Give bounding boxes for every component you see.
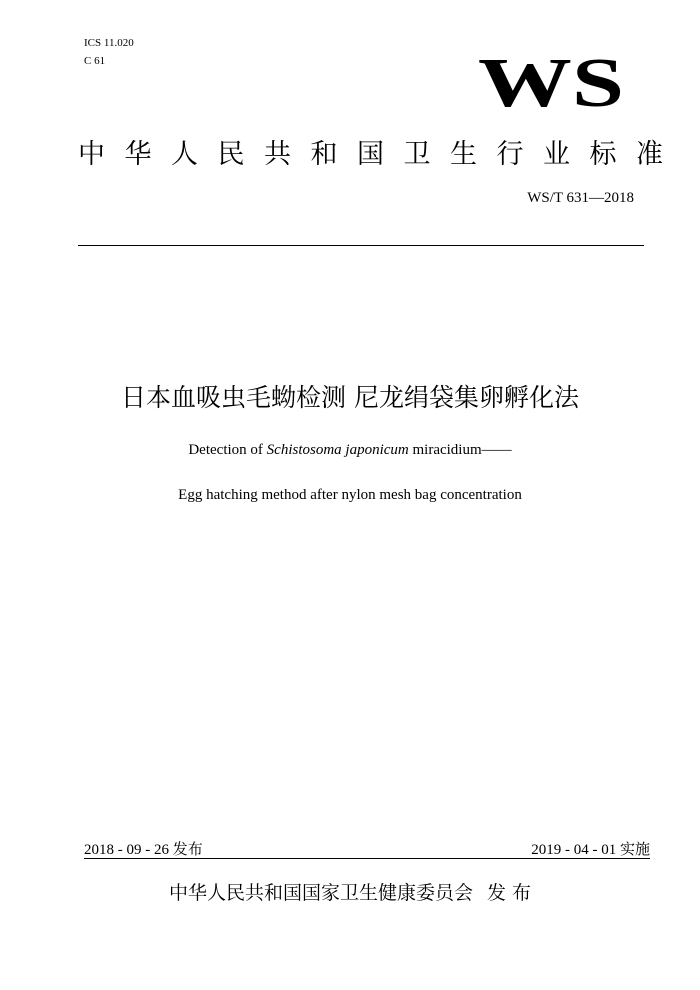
issue-date: 2018 - 09 - 26 [84,842,169,858]
ws-logo [476,52,626,114]
publisher-name: 中华人民共和国国家卫生健康委员会 [168,882,473,904]
standard-category-title: 中华人民共和国卫生行业标准 [78,139,683,170]
title-en-suffix: miracidium—— [408,442,512,458]
implement-date-block [531,838,650,859]
ws-logo-text: WS [478,52,624,114]
title-en-species: Schistosoma japonicum [266,442,409,458]
standard-number: WS/T 631—2018 [527,190,634,206]
publisher-line [0,878,700,905]
title-en-prefix: Detection of [188,442,267,458]
document-title-english-line2: Egg hatching method after nylon mesh bag concentration [178,487,522,503]
ics-code: ICS 11.020 [84,37,134,49]
footer-divider [84,858,650,859]
issue-date-block [84,838,203,859]
implement-date: 2019 - 04 - 01 [531,842,617,858]
header-divider [78,245,644,246]
document-title-chinese: 日本血吸虫毛蚴检测 尼龙绢袋集卵孵化法 [121,383,579,412]
document-title-english-line1 [0,442,700,459]
publish-label: 发 布 [486,882,532,904]
issue-label: 发布 [172,840,203,858]
ccs-code: C 61 [84,55,106,67]
implement-label: 实施 [619,840,650,858]
classification-codes [84,34,134,70]
